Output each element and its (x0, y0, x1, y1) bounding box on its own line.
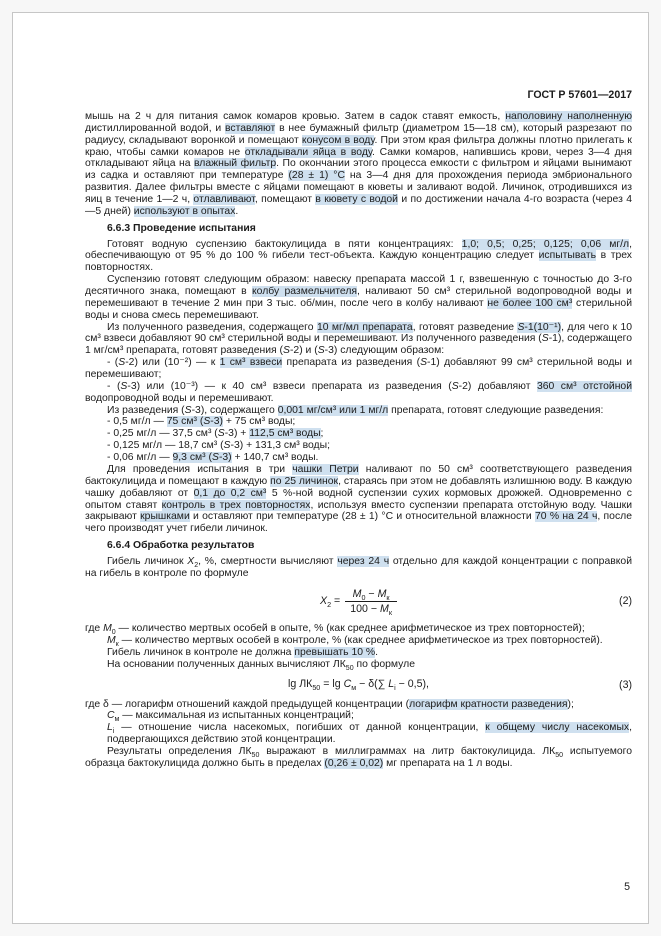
formula-mortality-lhs: $X_2$ = (320, 595, 341, 610)
where-clause-m0: где $M_0$ — количество мертвых особей в опыте, % (как среднее арифметическое из трех повторностей); (85, 623, 585, 637)
where-clause-li: $L_i$ — отношение числа насекомых, погибших от данной концентрации, к общему числу насекомых, подвергающихся действию этой концентрации. (107, 722, 632, 746)
where-clause-delta: где δ — логарифм отношений каждой предыдущей концентрации (логарифм кратности разведения); (85, 698, 574, 710)
paragraph-dilutions-from-s3: Из разведения (S-3), содержащего 0,001 мг/см³ или 1 мг/л препарата, готовят следующие разведения: (107, 404, 604, 416)
list-item-dilution-006: - 0,06 мг/л — 9,3 см³ (S-3) + 140,7 см³ воды. (107, 452, 319, 464)
paragraph-mortality-intro: Гибель личинок $X_2$, %, смертности вычисляют через 24 ч отдельно для каждой концентрации с поправкой на гибель в контроле по формуле (85, 555, 632, 579)
paragraph-lc50-intro: На основании полученных данных вычисляют $ЛК_{50}$ по формуле (107, 658, 415, 672)
paragraph-suspension-preparation: Суспензию готовят следующим образом: навеску препарата массой 1 г, взвешенную с точностью до 3-го десятичного знака, помещают в колбу размельчителя, наливают 50 см³ стерильной водопроводной воды и перемешивают в течение 2 мин при 3 тыс. об/мин, после чего в колбу наливают не более 100 см³ стерильной воды и снова смесь перемешивают. (85, 274, 633, 321)
list-item-dilution-025: - 0,25 мг/л — 37,5 см³ (S-3) + 112,5 см³ воды; (107, 428, 324, 440)
formula-lc50 (85, 678, 632, 693)
document-page (12, 12, 649, 924)
formula-lc50-body: $\lg ЛК_{50} = \lg C_м - \delta(\sum$ $L_i - 0,5$), (288, 678, 429, 693)
paragraph-egg-hatching: мышь на 2 ч для питания самок комаров кровью. Затем в садок ставят емкость, наполовину наполненную дистиллированной водой, и вставляют в нее бумажный фильтр (диаметром 15—18 см), который разрезают по радиусу, складывают воронкой и помещают конусом в воду. При этом края фильтра должны плотно прилегать к краю, чтобы самки комаров не откладывали яйца в воду. Самки комаров, напившись крови, через 3—4 дня откладывают яйца на влажный фильтр. По окончании этого процесса емкости с фильтром и яйцами вынимают из садка и оставляют при температуре (28 ± 1) °С на 3—4 дня для прохождения периода эмбрионального развития. Далее фильтры вместе с яйцами помещают в кюветы и заливают водой. Личинок, отродившихся из яиц в течение 1—2 ч, отлавливают, помещают в кювету с водой и по достижении начала 4-го возраста (через 4—5 дней) используют в опытах. (85, 111, 633, 217)
formula-mortality (85, 588, 632, 615)
paragraph-dilution-s1: Из полученного разведения, содержащего 10 мг/мл препарата, готовят разведение S-1(10⁻¹), для чего к 10 см³ взвеси добавляют 90 см³ стерильной воды и перемешивают. Из полученного разведения (S-1), содержащего 1 мг/см³ препарата, готовят разведения (S-2) и (S-3) следующим образом: (85, 321, 633, 357)
heading-6-6-4: 6.6.4 Обработка результатов (107, 540, 255, 552)
fraction-denominator: $100 - M_к$ (350, 602, 392, 617)
formula-mortality-fraction (345, 588, 397, 615)
where-clause-mk: $M_к$ — количество мертвых особей в контроле, % (как среднее арифметическое из трех повторностей). (107, 634, 603, 648)
paragraph-petri-dish-test: Для проведения испытания в три чашки Петри наливают по 50 см³ соответствующего разведения бактокулицида и помещают в каждую по 25 личинок, стараясь при этом не добавлять излишнюю воду. В каждую чашку добавляют от 0,1 до 0,2 см³ 5 %-ной водной суспензии сухих кормовых дрожжей. Одновременно с опытом ставят контроль в трех повторностях, используя вместо суспензии препарата отстойную воду. Чашки закрывают крышками и оставляют при температуре (28 ± 1) °С и относительной влажности 70 % на 24 ч, после чего производят учет гибели личинок. (85, 463, 633, 535)
fraction-numerator: $M_0 - M_к$ (345, 588, 397, 602)
doc-code-header: ГОСТ Р 57601—2017 (527, 89, 632, 101)
list-item-dilution-s3: - (S-3) или (10⁻³) — к 40 см³ взвеси препарата из разведения (S-2) добавляют 360 см³ отстойной водопроводной воды и перемешивают. (85, 380, 633, 404)
where-clause-cm: $C_м$ — максимальная из испытанных концентраций; (107, 710, 354, 724)
list-item-dilution-s2: - (S-2) или (10⁻²) — к 1 см³ взвеси препарата из разведения (S-1) добавляют 99 см³ стерильной воды и перемешивают; (85, 357, 633, 381)
equation-number-3: (3) (619, 678, 632, 691)
paragraph-control-limit: Гибель личинок в контроле не должна превышать 10 %. (107, 646, 379, 658)
paragraph-result-lc50: Результаты определения $ЛК_{50}$ выражают в миллиграммах на литр бактокулицида. $ЛК_{50}$ испытуемого образца бактокулицида должно быть в пределах (0,26 ± 0,02) мг препарата на 1 л воды. (85, 746, 632, 769)
page-number: 5 (624, 881, 630, 893)
list-item-dilution-05: - 0,5 мг/л — 75 см³ (S-3) + 75 см³ воды; (107, 416, 296, 428)
paragraph-concentrations: Готовят водную суспензию бактокулицида в пяти концентрациях: 1,0; 0,5; 0,25; 0,125; 0,06 мг/л, обеспечивающую от 95 % до 100 % гибели тест-объекта. Каждую концентрацию следует испытывать в трех повторностях. (85, 238, 633, 274)
list-item-dilution-0125: - 0,125 мг/л — 18,7 см³ (S-3) + 131,3 см³ воды; (107, 440, 330, 452)
equation-number-2: (2) (619, 595, 632, 608)
heading-6-6-3: 6.6.3 Проведение испытания (107, 222, 256, 234)
